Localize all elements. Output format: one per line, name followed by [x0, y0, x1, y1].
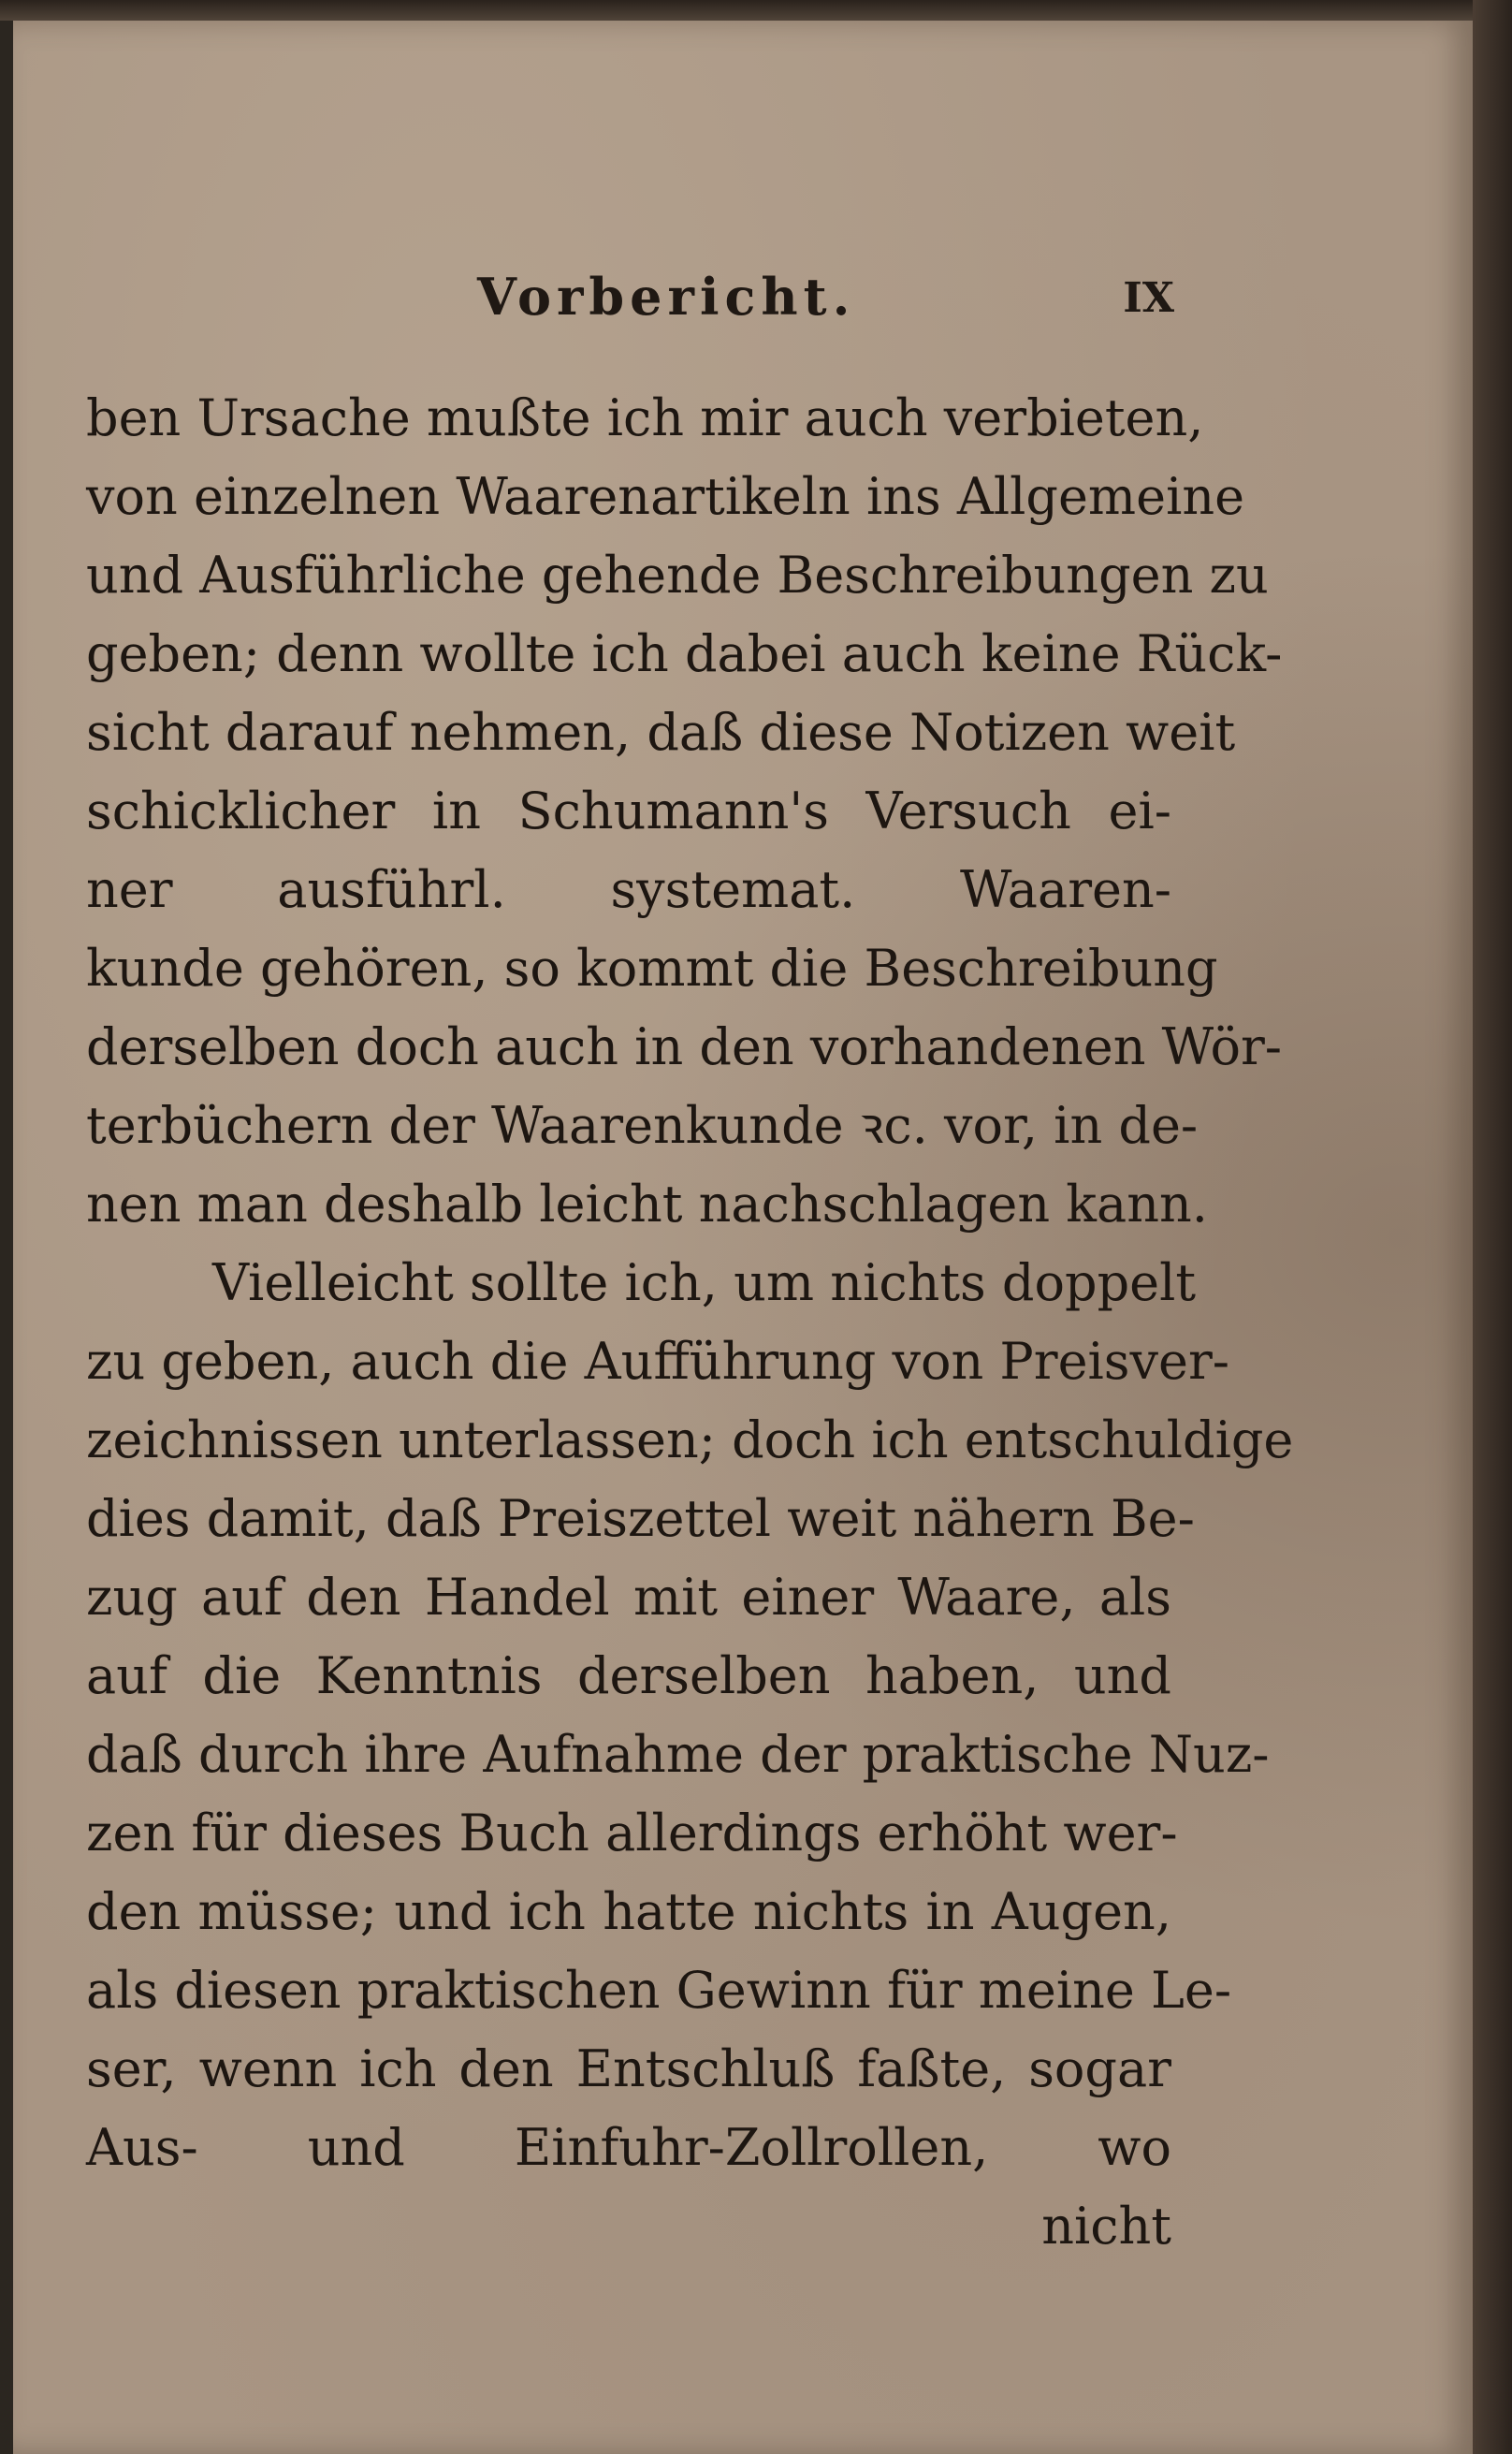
text-line: derselben doch auch in den vorhandenen Wör- [86, 1017, 1283, 1076]
text-line: ser, wenn ich den Entschluß faßte, sogar [86, 2039, 1171, 2098]
text-line: kunde gehören, so kommt die Beschreibung [86, 939, 1218, 998]
text-line: zeichnissen unterlassen; doch ich entschuldige [86, 1410, 1294, 1469]
catchword: nicht [1041, 2197, 1171, 2256]
text-line: zen für dieses Buch allerdings erhöht wer- [86, 1804, 1178, 1862]
text-line: geben; denn wollte ich dabei auch keine Rück- [86, 624, 1283, 683]
text-line: von einzelnen Waarenartikeln ins Allgemeine [86, 467, 1245, 526]
text-line: zug auf den Handel mit einer Waare, als [86, 1568, 1171, 1627]
text-line: und Ausführliche gehende Beschreibungen zu [86, 546, 1269, 605]
text-line: Aus- und Einfuhr-Zollrollen, wo [86, 2118, 1171, 2177]
text-line: dies damit, daß Preiszettel weit nähern Be- [86, 1489, 1195, 1548]
text-line: ner ausführl. systemat. Waaren- [86, 860, 1171, 919]
text-line: terbüchern der Waarenkunde ꝛc. vor, in de- [86, 1096, 1199, 1155]
text-line: ben Ursache mußte ich mir auch verbieten, [86, 388, 1204, 447]
book-spine-edge [1473, 0, 1512, 2454]
text-line: nen man deshalb leicht nachschlagen kann. [86, 1175, 1208, 1234]
text-line: schicklicher in Schumann's Versuch ei- [86, 781, 1171, 840]
text-line: den müsse; und ich hatte nichts in Augen, [86, 1882, 1171, 1941]
text-line: sicht darauf nehmen, daß diese Notizen weit [86, 703, 1236, 762]
book-top-edge [0, 0, 1512, 21]
text-line: Vielleicht sollte ich, um nichts doppelt [212, 1253, 1197, 1312]
text-line: zu geben, auch die Aufführung von Preisver- [86, 1332, 1230, 1391]
page-header [98, 267, 1174, 351]
text-line: daß durch ihre Aufnahme der praktische Nuz- [86, 1725, 1270, 1784]
text-line: als diesen praktischen Gewinn für meine Le- [86, 1961, 1232, 2020]
running-head: Vorbericht. [477, 267, 856, 327]
body-text [86, 379, 1294, 2266]
text-line: auf die Kenntnis derselben haben, und [86, 1646, 1171, 1705]
page-number: IX [1123, 274, 1174, 322]
